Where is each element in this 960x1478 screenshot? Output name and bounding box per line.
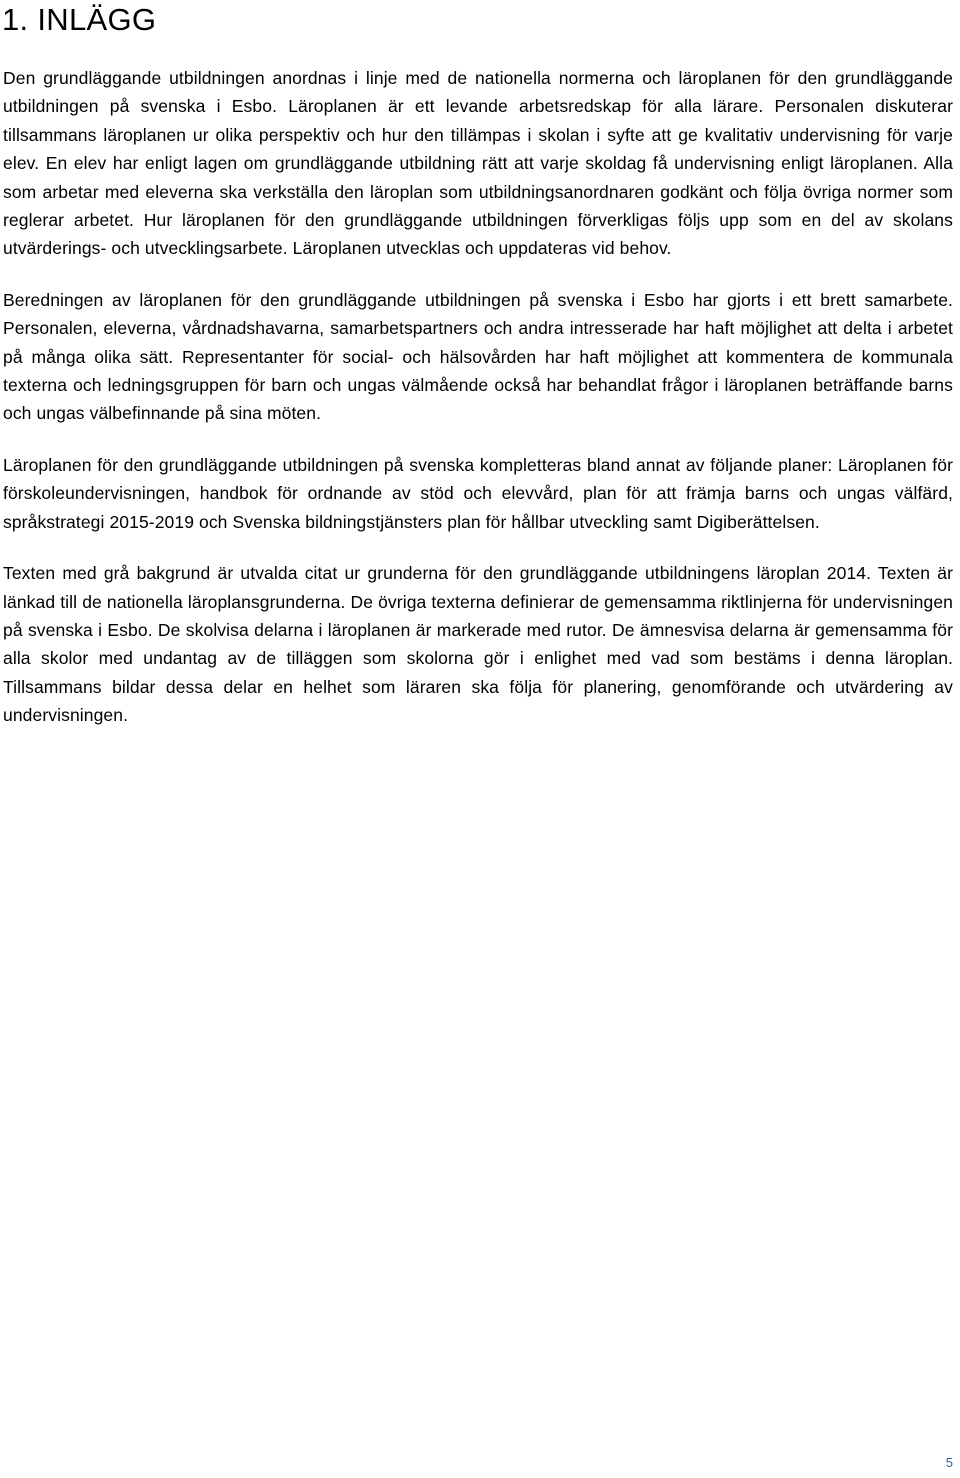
paragraph-complementary-plans: Läroplanen för den grundläggande utbildningen på svenska kompletteras bland annat av följande planer: Läroplanen för förskoleundervisningen, handbok för ordnande av stöd och elevvård, plan för att främja barns och ungas välfärd, språkstrategi 2015-2019 och Svenska bildningstjänsters plan för hållbar utveckling samt Digiberättelsen. (3, 454, 953, 532)
body-text (3, 64, 953, 753)
paragraph-intro: Den grundläggande utbildningen anordnas i linje med de nationella normerna och läroplanen för den grundläggande utbildningen på svenska i Esbo. Läroplanen är ett levande arbetsredskap för alla lärare. Personalen diskuterar tillsammans läroplanen ur olika perspektiv och hur den tillämpas i skolan i syfte att ge kvalitativ undervisning för varje elev. En elev har enligt lagen om grundläggande utbildning rätt att varje skoldag få undervisning enligt läroplanen. Alla som arbetar med eleverna ska verkställa den läroplan som utbildningsanordnaren godkänt och följa övriga normer som reglerar arbetet. Hur läroplanen för den grundläggande utbildningen förverkligas följs upp som en del av skolans utvärderings- och utvecklingsarbete. Läroplanen utvecklas och uppdateras vid behov. (3, 68, 953, 259)
section-heading: 1. INLÄGG (2, 2, 157, 37)
paragraph-preparation: Beredningen av läroplanen för den grundläggande utbildningen på svenska i Esbo har gjorts i ett brett samarbete. Personalen, eleverna, vårdnadshavarna, samarbetspartners och andra intresserade har haft möjlighet att delta i arbetet på många olika sätt. Representanter för social- och hälsovården har haft möjlighet att kommentera de kommunala texterna och ledningsgruppen för barn och ungas välmående också har behandlat frågor i läroplanen beträffande barns och ungas välbefinnande på sina möten. (3, 289, 953, 424)
page-number: 5 (945, 1455, 953, 1470)
paragraph-text-conventions: Texten med grå bakgrund är utvalda citat ur grunderna för den grundläggande utbildningens läroplan 2014. Texten är länkad till de nationella läroplansgrunderna. De övriga texterna definierar de gemensamma riktlinjerna för undervisningen på svenska i Esbo. De skolvisa delarna i läroplanen är markerade med rutor. De ämnesvisa delarna är gemensamma för alla skolor med undantag av de tilläggen som skolorna gör i enlighet med vad som bestäms i denna läroplan. Tillsammans bildar dessa delar en helhet som läraren ska följa för planering, genomförande och utvärdering av undervisningen. (3, 563, 953, 726)
